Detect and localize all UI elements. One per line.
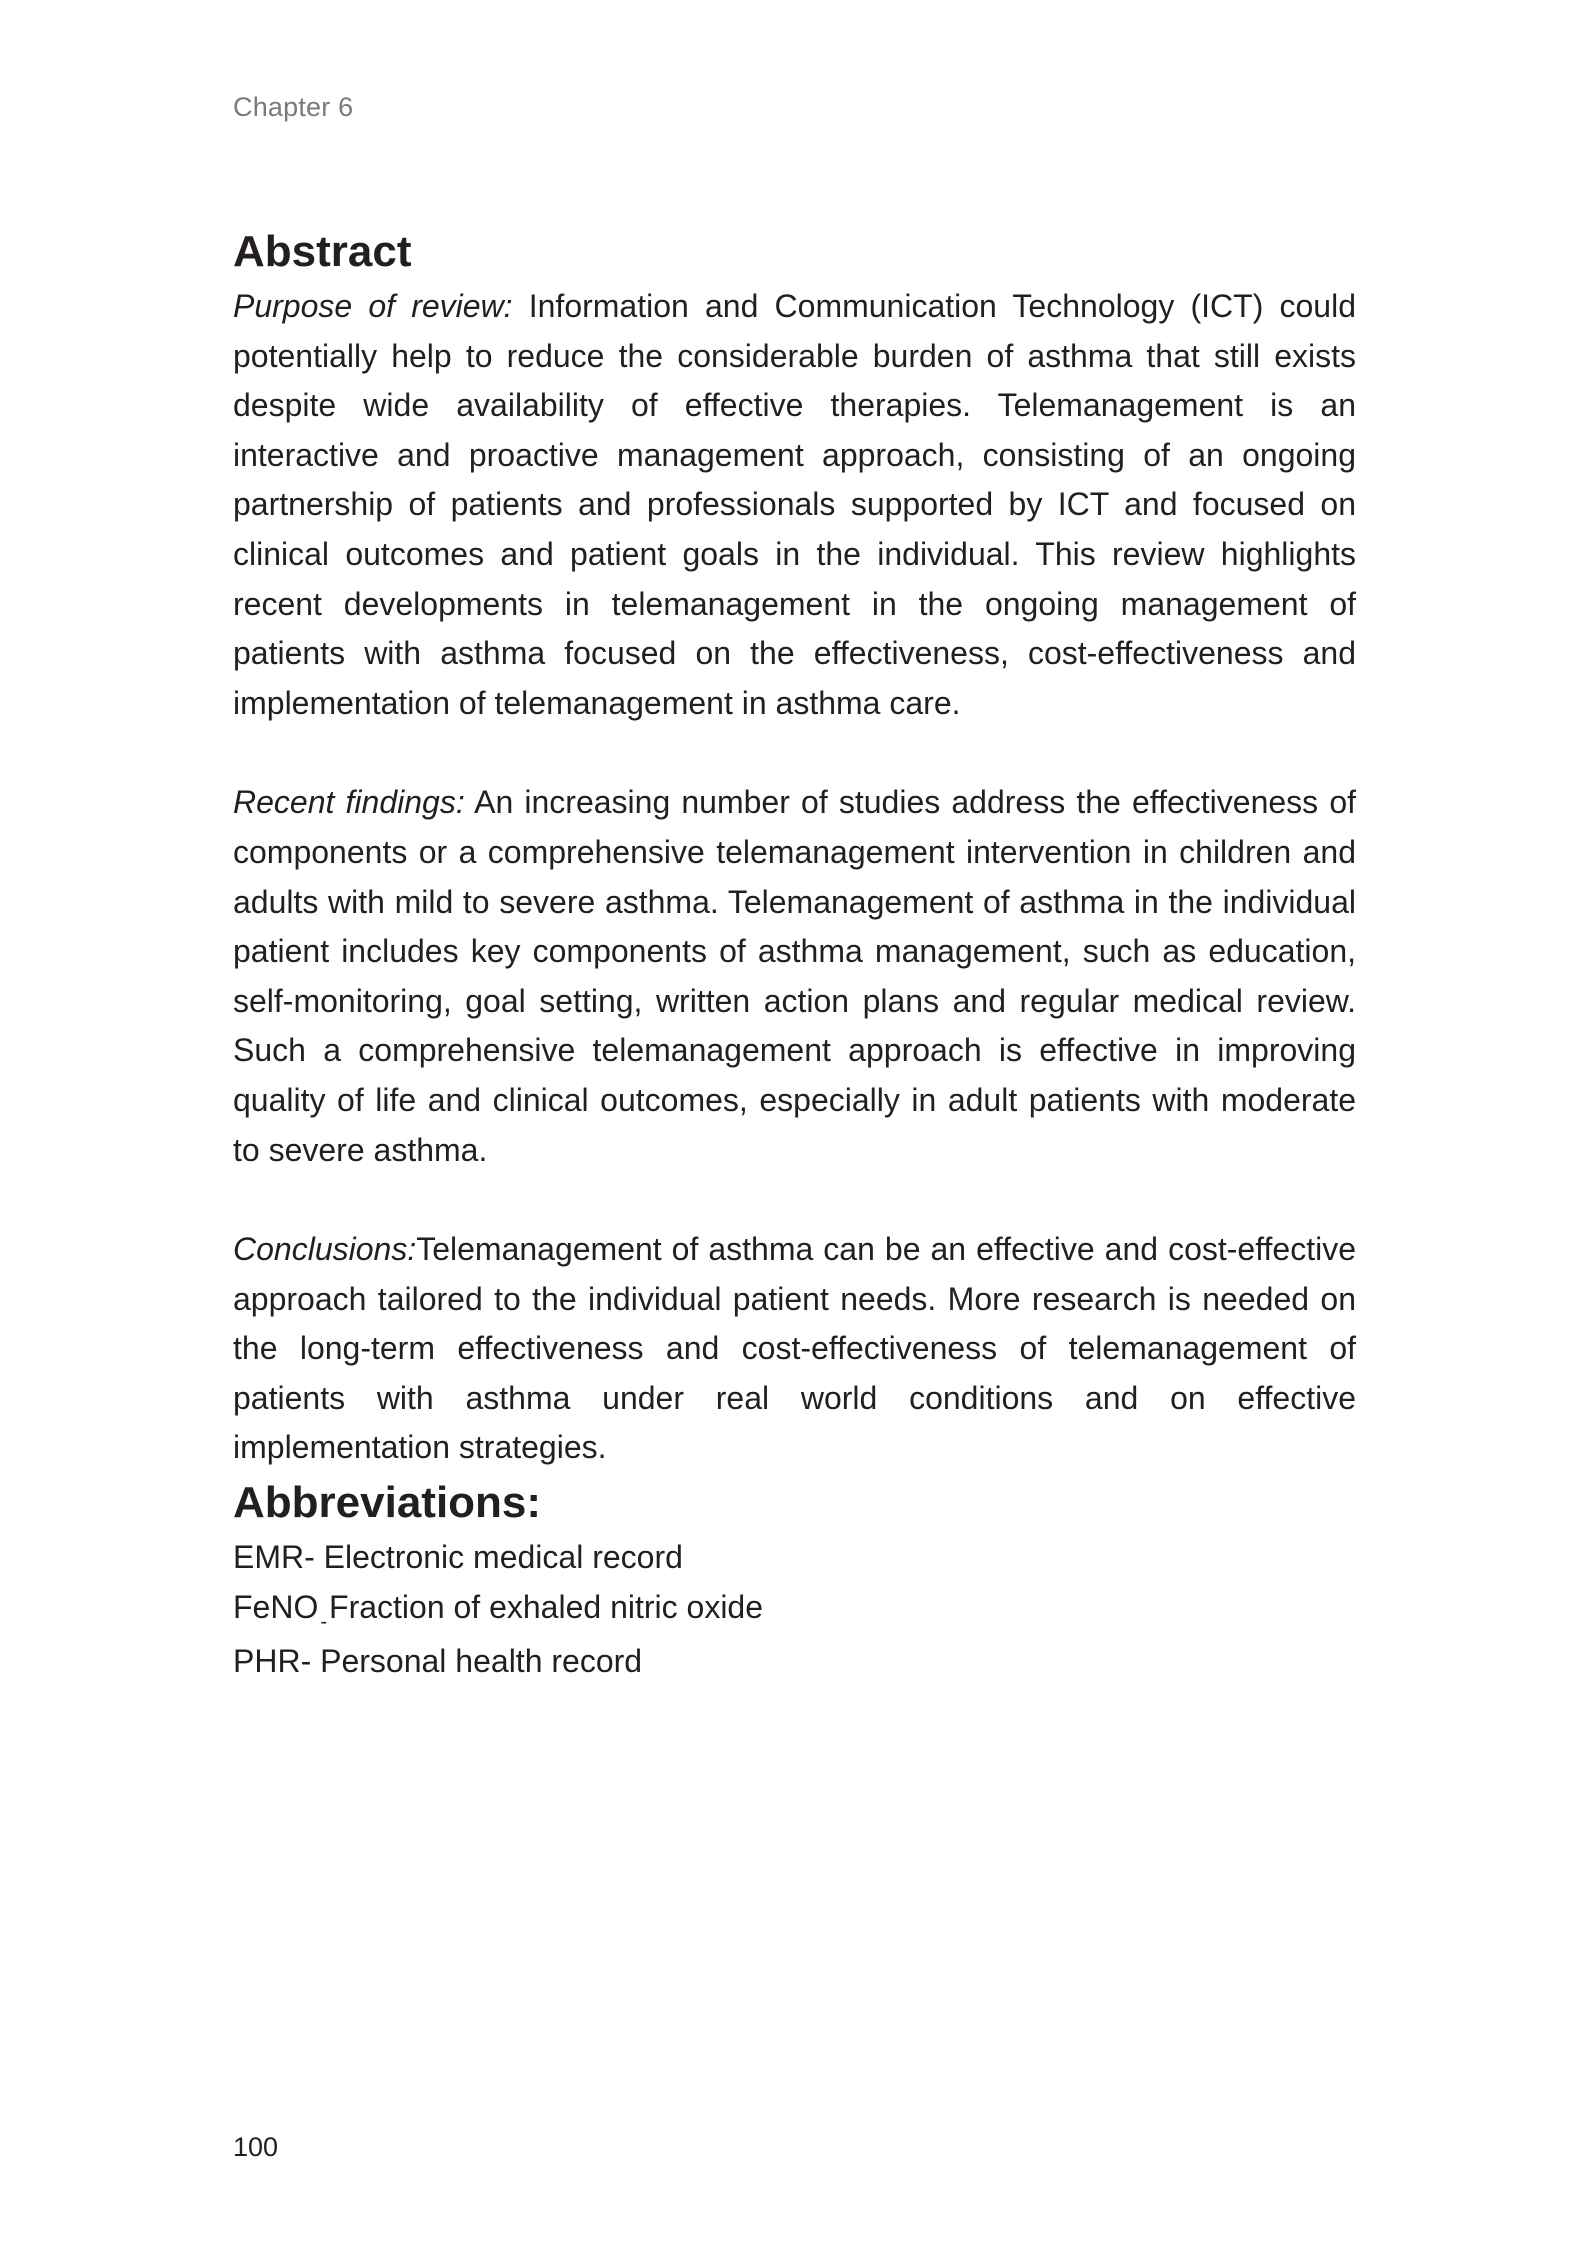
abbreviation-definition: Personal health record: [320, 1643, 643, 1680]
paragraph-lead-purpose: Purpose of review:: [233, 288, 513, 324]
abbreviation-term: PHR: [233, 1643, 301, 1680]
abbreviation-item: [233, 1533, 1356, 1583]
page-number: 100: [233, 2132, 279, 2162]
abstract-paragraph-purpose: [233, 282, 1356, 728]
abstract-heading: Abstract: [233, 227, 412, 276]
abstract-paragraph-conclusions: [233, 1225, 1356, 1473]
abbreviation-term: EMR: [233, 1539, 305, 1576]
abbreviation-term: FeNO: [233, 1588, 319, 1625]
abbreviation-definition: Fraction of exhaled nitric oxide: [329, 1588, 764, 1625]
abbreviations-heading: Abbreviations:: [233, 1478, 542, 1528]
paragraph-text-findings: An increasing number of studies address the effectiveness of components or a comprehensive telemanagement intervention in children and adults with mild to severe asthma. Telemanagement of asthma in the individual patient includes key components of asthma management, such as education, self-monitoring, goal setting, written action plans and regular medical review. Such a comprehensive telemanagement approach is effective in improving quality of life and clinical outcomes, especially in adult patients with moderate to severe asthma.: [233, 784, 1356, 1168]
abbreviation-item: [233, 1637, 1356, 1687]
abbreviation-separator: -: [304, 1539, 315, 1576]
abbreviation-separator: -: [320, 1610, 328, 1633]
paragraph-lead-findings: Recent findings:: [233, 784, 465, 821]
abbreviation-definition: Electronic medical record: [323, 1539, 683, 1576]
abbreviation-separator: -: [300, 1643, 312, 1680]
abbreviations-list: [233, 1533, 1356, 1687]
paragraph-text-purpose: Information and Communication Technology (ICT) could potentially help to reduce the considerable burden of asthma that still exists despite wide availability of effective therapies. Telemanagement is an interactive and proactive management approach, consisting of an ongoing partnership of patients and professionals supported by ICT and focused on clinical outcomes and patient goals in the individual. This review highlights recent developments in telemanagement in the ongoing management of patients with asthma focused on the effectiveness, cost-effectiveness and implementation of telemanagement in asthma care.: [233, 288, 1357, 721]
paragraph-text-conclusions: Telemanagement of asthma can be an effective and cost-effective approach tailored to the individual patient needs. More research is needed on the long-term effectiveness and cost-effectiveness of telemanagement of patients with asthma under real world conditions and on effective implementation strategies.: [233, 1231, 1356, 1466]
running-head: Chapter 6: [233, 92, 354, 122]
paragraph-lead-conclusions: Conclusions:: [233, 1231, 417, 1268]
abbreviation-item: [233, 1583, 1356, 1638]
main-content: [233, 222, 1356, 1687]
abstract-paragraph-findings: [233, 778, 1356, 1175]
